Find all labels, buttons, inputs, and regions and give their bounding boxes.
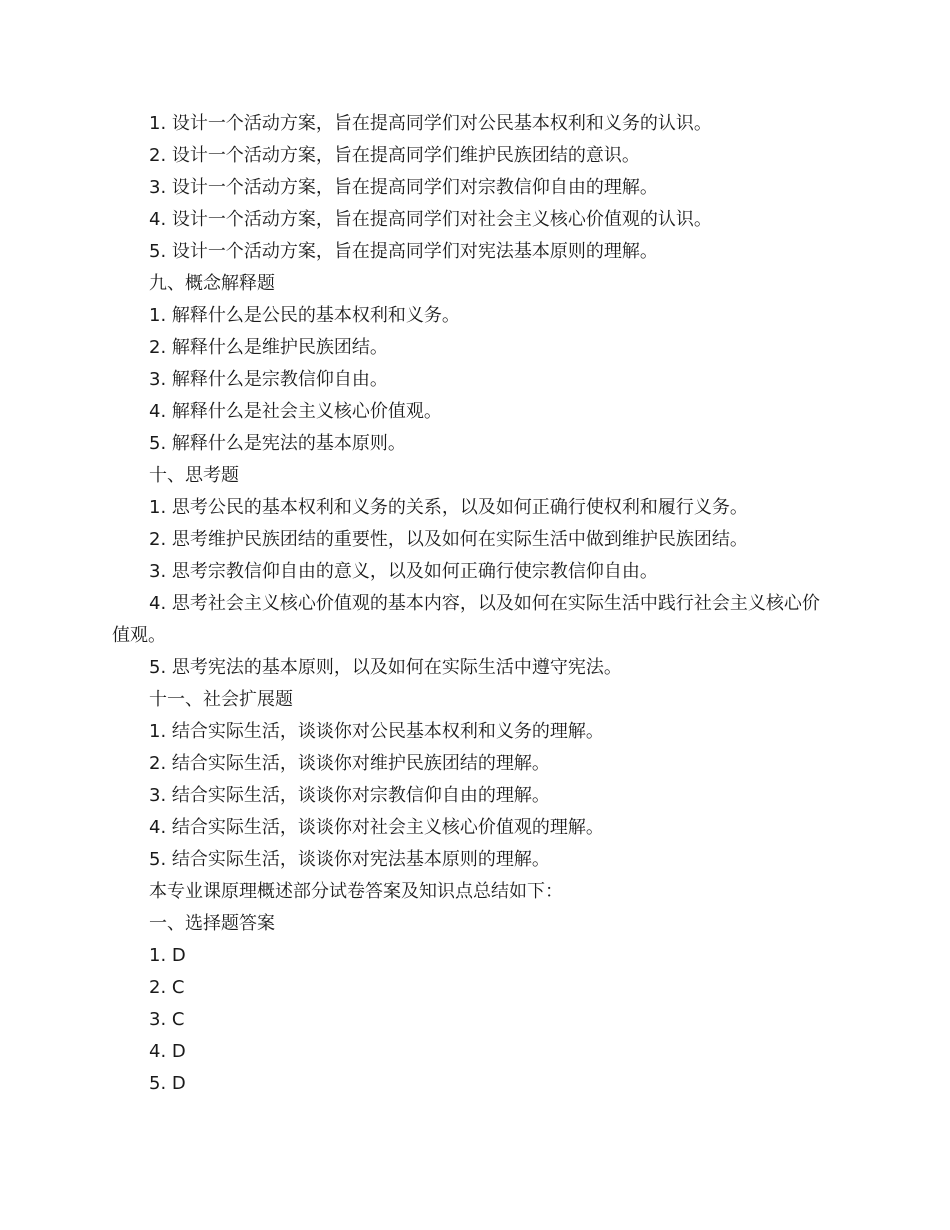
thinking-item: 4. 思考社会主义核心价值观的基本内容，以及如何在实际生活中践行社会主义核心价值观。 [112,593,820,646]
answer-item: 3. C [149,1009,185,1030]
concept-item: 4. 解释什么是社会主义核心价值观。 [149,401,442,422]
extension-item: 5. 结合实际生活，谈谈你对宪法基本原则的理解。 [149,849,550,870]
concept-item: 2. 解释什么是维护民族团结。 [149,337,388,358]
concept-item: 5. 解释什么是宪法的基本原则。 [149,433,406,454]
extension-item: 2. 结合实际生活，谈谈你对维护民族团结的理解。 [149,753,550,774]
activity-item: 1. 设计一个活动方案，旨在提高同学们对公民基本权利和义务的认识。 [149,113,712,134]
section-heading: 一、选择题答案 [149,913,275,934]
thinking-item: 2. 思考维护民族团结的重要性，以及如何在实际生活中做到维护民族团结。 [149,529,748,550]
extension-item: 4. 结合实际生活，谈谈你对社会主义核心价值观的理解。 [149,817,604,838]
answer-item: 5. D [149,1073,186,1094]
concept-item: 3. 解释什么是宗教信仰自由。 [149,369,388,390]
section-heading: 十、思考题 [149,465,239,486]
extension-item: 1. 结合实际生活，谈谈你对公民基本权利和义务的理解。 [149,721,604,742]
document-body [112,108,832,1100]
section-heading: 十一、社会扩展题 [149,689,293,710]
thinking-item: 3. 思考宗教信仰自由的意义，以及如何正确行使宗教信仰自由。 [149,561,658,582]
extension-item: 3. 结合实际生活，谈谈你对宗教信仰自由的理解。 [149,785,550,806]
activity-item: 5. 设计一个活动方案，旨在提高同学们对宪法基本原则的理解。 [149,241,658,262]
activity-item: 4. 设计一个活动方案，旨在提高同学们对社会主义核心价值观的认识。 [149,209,712,230]
concept-item: 1. 解释什么是公民的基本权利和义务。 [149,305,460,326]
answer-item: 2. C [149,977,185,998]
answer-item: 4. D [149,1041,186,1062]
section-heading: 九、概念解释题 [149,273,275,294]
activity-item: 2. 设计一个活动方案，旨在提高同学们维护民族团结的意识。 [149,145,640,166]
thinking-item: 5. 思考宪法的基本原则，以及如何在实际生活中遵守宪法。 [149,657,622,678]
activity-item: 3. 设计一个活动方案，旨在提高同学们对宗教信仰自由的理解。 [149,177,658,198]
answer-item: 1. D [149,945,186,966]
thinking-item: 1. 思考公民的基本权利和义务的关系，以及如何正确行使权利和履行义务。 [149,497,748,518]
answers-intro: 本专业课原理概述部分试卷答案及知识点总结如下： [149,881,563,902]
